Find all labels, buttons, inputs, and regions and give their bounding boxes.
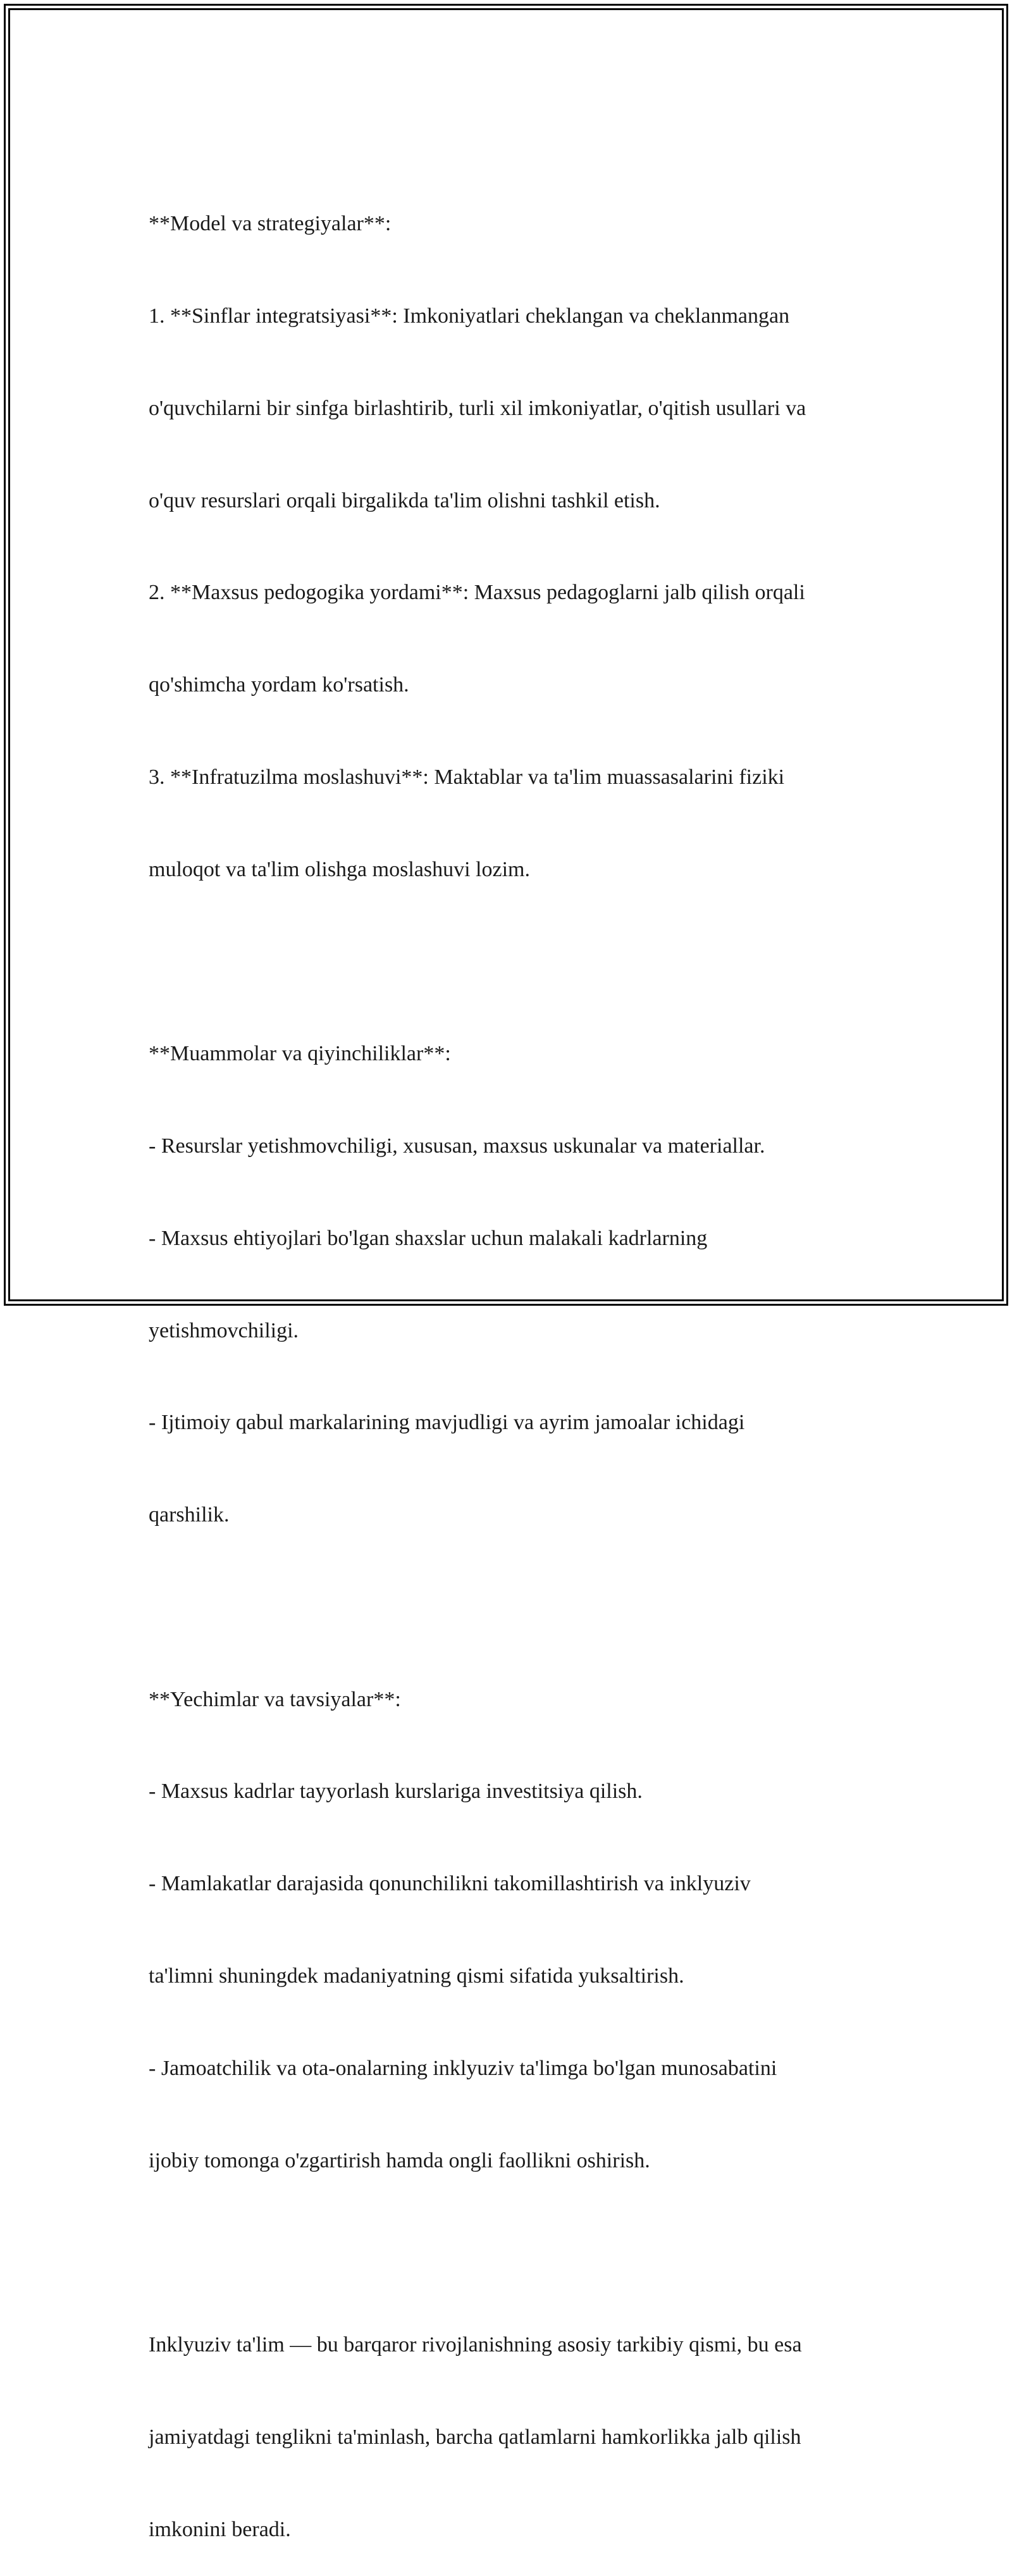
- conclusion-line: Inklyuziv ta'lim — bu barqaror rivojlanishning asosiy tarkibiy qismi, bu esa: [149, 2333, 802, 2357]
- list-item-line: - Maxsus kadrlar tayyorlash kurslariga investitsiya qilish.: [149, 1780, 643, 1804]
- list-item-line: - Ijtimoiy qabul markalarining mavjudligi va ayrim jamoalar ichidagi: [149, 1411, 745, 1435]
- list-item-line: 3. **Infratuzilma moslashuvi**: Maktablar va ta'lim muassasalarini fiziki: [149, 765, 785, 789]
- conclusion-line: imkonini beradi.: [149, 2517, 291, 2541]
- list-item-line: - Maxsus ehtiyojlari bo'lgan shaxslar uchun malakali kadrlarning: [149, 1226, 708, 1250]
- list-item-line: o'quv resurslari orqali birgalikda ta'lim olishni tashkil etish.: [149, 488, 660, 512]
- list-item-line: 1. **Sinflar integratsiyasi**: Imkoniyatlari cheklangan va cheklanmangan: [149, 304, 790, 328]
- conclusion-line: jamiyatdagi tenglikni ta'minlash, barcha qatlamlarni hamkorlikka jalb qilish: [149, 2425, 801, 2449]
- list-item-line: qo'shimcha yordam ko'rsatish.: [149, 673, 409, 697]
- blank-line: [149, 946, 882, 977]
- section-heading-models: **Model va strategiyalar**:: [149, 212, 392, 236]
- blank-line: [149, 1592, 882, 1623]
- document-body: [149, 147, 882, 2576]
- list-item-line: o'quvchilarni bir sinfga birlashtirib, turli xil imkoniyatlar, o'qitish usullari va: [149, 396, 806, 420]
- list-item-line: ijobiy tomonga o'zgartirish hamda ongli faollikni oshirish.: [149, 2148, 650, 2172]
- list-item-line: - Resurslar yetishmovchiligi, xususan, maxsus uskunalar va materiallar.: [149, 1134, 765, 1158]
- list-item-line: muloqot va ta'lim olishga moslashuvi lozim.: [149, 857, 530, 881]
- list-item-line: - Mamlakatlar darajasida qonunchilikni takomillashtirish va inklyuziv: [149, 1872, 751, 1896]
- section-heading-solutions: **Yechimlar va tavsiyalar**:: [149, 1687, 401, 1711]
- list-item-line: yetishmovchiligi.: [149, 1318, 299, 1342]
- list-item-line: ta'limni shuningdek madaniyatning qismi sifatida yuksaltirish.: [149, 1964, 684, 1988]
- blank-line: [149, 2238, 882, 2269]
- section-heading-problems: **Muammolar va qiyinchiliklar**:: [149, 1042, 451, 1066]
- list-item-line: - Jamoatchilik va ota-onalarning inklyuziv ta'limga bo'lgan munosabatini: [149, 2056, 777, 2080]
- list-item-line: qarshilik.: [149, 1503, 230, 1527]
- list-item-line: 2. **Maxsus pedogogika yordami**: Maxsus pedagoglarni jalb qilish orqali: [149, 581, 805, 605]
